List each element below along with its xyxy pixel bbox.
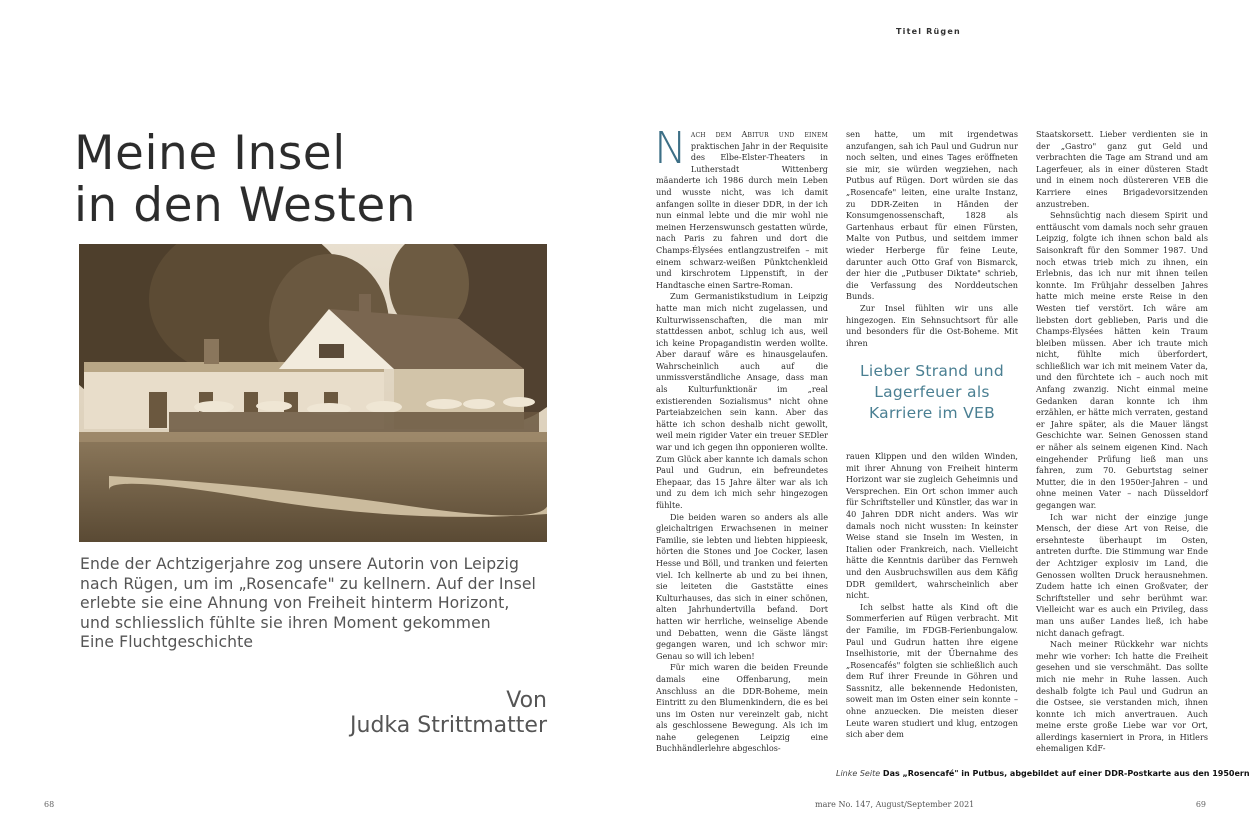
body-column-3 xyxy=(1036,129,1208,755)
body-paragraph: sen hatte, um mit irgendetwas anzufangen, sah ich Paul und Gudrun nur noch selten, und eines Tages eröffneten sie mir, sie würden wegziehen, nach Putbus auf Rügen. Dort würden sie das „Rosencafe" leiten, eine uralte Instanz, zu DDR-Zeiten in Händen der Konsumgenossenschaft, 1828 als Gartenhaus erbaut für einen Fürsten, Malte von Putbus, und seitdem immer wieder Herberge für feine Leute, darunter auch Otto Graf von Bismarck, der hier die „Putbuser Diktate" schrieb, die Verfassung des Norddeutschen Bunds. xyxy=(846,129,1018,302)
paragraph-text: praktischen Jahr in der Requisite des Elbe-Elster-Theaters in Lutherstadt Wittenberg mäanderte ich 1986 durch mein Leben und wusste nicht, was ich damit anfangen sollte in dieser DDR, in der ich nun einmal lebte und die mir wohl nie meinen Herzenswunsch gestatten würde, nach Paris zu fahren und dort die Champs-Élysées entlangzustreifen – mit einem schwarz-weißen Pünktchenkleid und kirschrotem Lippenstift, in der Handtasche einen Sartre-Roman. xyxy=(656,140,828,290)
body-paragraph: Zur Insel fühlten wir uns alle hingezogen. Ein Sehnsuchtsort für alle und besonders für die Ost-Boheme. Mit ihren xyxy=(846,302,1018,348)
pull-quote-line: Lagerfeuer als xyxy=(874,383,990,401)
headline xyxy=(74,128,554,232)
body-paragraph: Ich selbst hatte als Kind oft die Sommerferien auf Rügen verbracht. Mit der Familie, im FDGB-Ferienbungalow. Paul und Gudrun hatten ihre eigene Inselhistorie, mit der Übernahme des „Rosencafés" folgten sie schließlich auch dem Ruf ihrer Freunde in Göhren und Sassnitz, alle bekennende Hedonisten, soweit man im Osten einer sein konnte – ohne anzuecken. Die meisten dieser Leute waren studiert und klug, entzogen sich aber dem xyxy=(846,601,1018,740)
body-paragraph: rauen Klippen und den wilden Winden, mit ihrer Ahnung von Freiheit hinterm Horizont war sie zugleich Geheimnis und Versprechen. Ein Ort schon immer auch für Schriftsteller und Künstler, das war in 40 Jahren DDR nicht anders. Was wir damals noch nicht wussten: In keinster Weise stand sie Inseln im Westen, in Italien oder Frankreich, nach. Vielleicht hätte die Kenntnis darüber das Fernweh und den Ausbruchswillen aus dem Käfig DDR gemildert, wahrscheinlich aber nicht. xyxy=(846,451,1018,601)
body-column-2-bottom xyxy=(846,451,1018,741)
body-column-1 xyxy=(654,123,828,755)
page-number-left: 68 xyxy=(44,800,55,809)
drop-cap: N xyxy=(654,123,687,174)
pull-quote xyxy=(846,361,1018,424)
headline-line-2: in den Westen xyxy=(74,178,417,233)
body-paragraph: Staatskorsett. Lieber verdienten sie in der „Gastro" ganz gut Geld und verbrachten die Tage am Strand und am Lagerfeuer, als in einer düsteren Stadt und in einem noch düstereren VEB die Karriere eines Brigadevorsitzenden anzustreben. xyxy=(1036,129,1208,209)
body-paragraph: Sehnsüchtig nach diesem Spirit und enttäuscht vom damals noch sehr grauen Leipzig, folgte ich ihnen schon bald als Saisonkraft für den Sommer 1987. Und noch etwas trieb mich zu ihnen, ein Erlebnis, das ich nur mit ihnen teilen konnte. Im Frühjahr desselben Jahres hatte mich meine erste Reise in den Westen tief verstört. Ich wäre am liebsten dort geblieben, Paris und die Champs-Élysées hätten kein Traum bleiben müssen. Aber ich traute mich nicht, fühlte mich überfordert, schließlich war ich mit meinem Vater da, und den fürchtete ich – auch noch mit Anfang zwanzig. Nicht einmal meine Gedanken daran konnte ich ihm erzählen, er hätte mich verraten, gestand er Jahre später, als die Mauer längst Geschichte war. Seinen Genossen stand er näher als seinem eigenen Kind. Nach eingehender Prüfung ließ man uns fahren, zum 70. Geburtstag seiner Mutter, die in den 1950er-Jahren – und ohne meinen Vater – nach Düsseldorf gegangen war. xyxy=(1036,210,1208,510)
byline xyxy=(350,688,547,738)
headline-line-1: Meine Insel xyxy=(74,126,346,181)
page-number-right: 69 xyxy=(1195,800,1206,809)
caption-text: Das „Rosencafé" in Putbus, abgebildet auf einer DDR-Postkarte aus den 1950ern xyxy=(880,769,1250,778)
opening-paragraph xyxy=(654,123,828,291)
opening-small-caps: ach dem Abitur und einem xyxy=(690,129,828,139)
lead-line: erlebte sie eine Ahnung von Freiheit hinterm Horizont, xyxy=(80,594,510,613)
body-paragraph: Für mich waren die beiden Freunde damals eine Offenbarung, mein Anschluss an die DDR-Boheme, mein Eintritt zu den Blumenkindern, die es bei uns im Osten nur vereinzelt gab, nicht als geschlossene Bewegung. Als ich im nahe gelegenen Leipzig eine Buchhändlerlehre abgeschlos- xyxy=(656,662,828,754)
byline-author: Judka Strittmatter xyxy=(350,713,547,738)
lead-paragraph xyxy=(80,555,560,653)
body-paragraph: Nach meiner Rückkehr war nichts mehr wie vorher: Ich hatte die Freiheit gesehen und sie verschmäht. Das sollte mich nie mehr in Ruhe lassen. Auch deshalb folgte ich Paul und Gudrun an die Ostsee, sie verstanden mich, ihnen konnte ich mich anvertrauen. Auch meine erste große Liebe war vor Ort, allerdings kaserniert in Prora, in Hitlers ehemaligen KdF- xyxy=(1036,639,1208,754)
body-column-2-top xyxy=(846,129,1018,349)
photo-caption xyxy=(836,769,1250,778)
caption-label: Linke Seite xyxy=(836,769,881,778)
lead-line: Eine Fluchtgeschichte xyxy=(80,633,254,652)
section-rubric: Titel Rügen xyxy=(896,27,961,36)
lead-line: Ende der Achtzigerjahre zog unsere Autorin von Leipzig xyxy=(80,555,519,573)
issue-info: mare No. 147, August/September 2021 xyxy=(815,800,975,809)
lead-line: und schliesslich fühlte sie ihren Moment gekommen xyxy=(80,613,491,632)
sepia-photo-image xyxy=(79,244,547,542)
body-paragraph: Zum Germanistikstudium in Leipzig hatte man mich nicht zugelassen, und Kulturwissenschaften, die man mir stattdessen anbot, schlug ich aus, weil ich keine Propagandistin werden wollte. Aber darauf wäre es hinausgelaufen. Wahrscheinlich auch auf die unmissverständliche Ansage, dass man als Kulturfunktionär im „real existierenden Sozialismus" nicht ohne Parteiabzeichen sein kann. Aber das hätte ich schon deshalb nicht gewollt, weil mein rigider Vater ein treuer SEDler war und ich gegen ihn opponieren wollte. Zum Glück aber kannte ich damals schon Paul und Gudrun, ein befreundetes Ehepaar, das 15 Jahre älter war als ich und zu dem ich mich sehr hingezogen fühlte. xyxy=(656,291,828,510)
body-paragraph: Ich war nicht der einzige junge Mensch, der diese Art von Reise, die ersehnteste überhaupt im Osten, antreten durfte. Die Stimmung war Ende der Achtziger explosiv im Land, die Genossen wollten Druck herausnehmen. Zudem hatte ich einen Großvater, der Schriftsteller und sehr berühmt war. Vielleicht war es auch ein Privileg, dass man uns außer Landes ließ, ich habe nicht danach gefragt. xyxy=(1036,511,1208,638)
pull-quote-line: Karriere im VEB xyxy=(868,404,996,422)
pull-quote-line: Lieber Strand und xyxy=(859,362,1005,380)
rosencafe-photo xyxy=(79,244,547,542)
body-paragraph: Die beiden waren so anders als alle gleichaltrigen Erwachsenen in meiner Familie, sie lebten und liebten hippieesk, hörten die Stones und Joe Cocker, lasen Hesse und Böll, und tranken und feierten viel. Ich kellnerte ab und zu bei ihnen, sie leiteten die Gaststätte eines Kulturhauses, das sich in einer schönen, alten Jahrhundertvilla befand. Dort hatten wir herrliche, weinselige Abende und Debatten, wenn die Gäste längst gegangen waren, und ich schwor mir: Genau so will ich leben! xyxy=(656,511,828,661)
lead-line: nach Rügen, um im „Rosencafe" zu kellnern. Auf der Insel xyxy=(80,574,536,593)
byline-prefix: Von xyxy=(506,688,547,713)
